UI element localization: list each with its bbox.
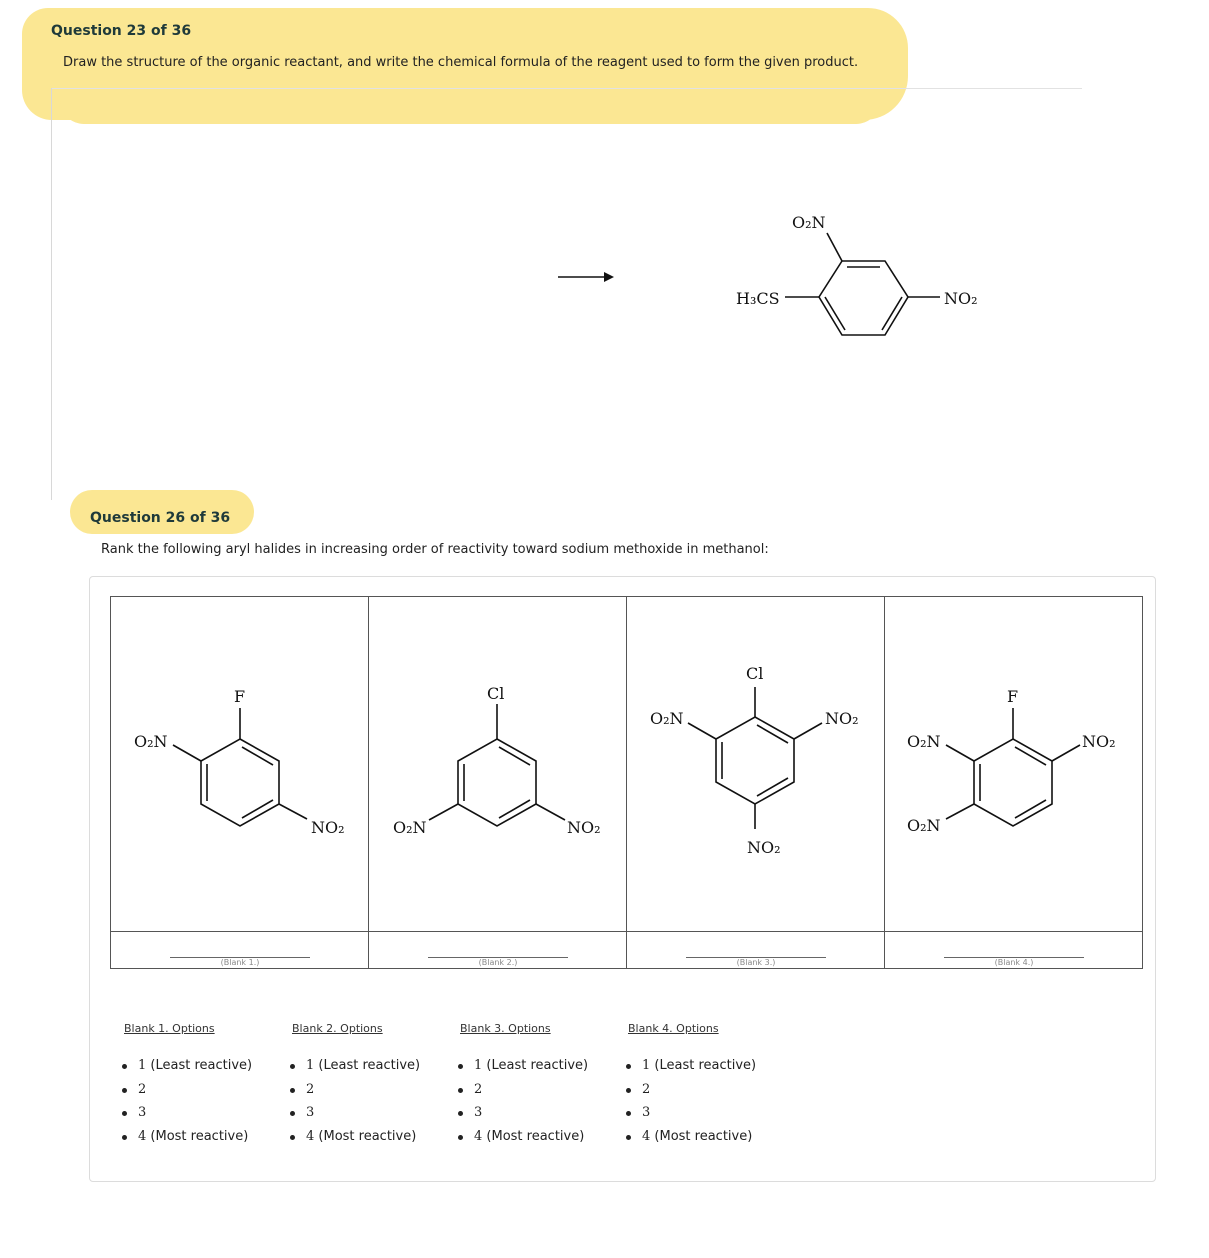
blank-3-options-title: Blank 3. Options: [460, 1022, 551, 1035]
blank-4-options-title: Blank 4. Options: [628, 1022, 719, 1035]
blank-2-option-3[interactable]: 3: [286, 1101, 420, 1125]
blank-2-option-2[interactable]: 2: [286, 1078, 420, 1102]
product-left-group: H₃CS: [736, 289, 780, 308]
compound-2-ring: [429, 704, 565, 826]
blank-2-options: [286, 1054, 420, 1148]
blank-2-options-title: Blank 2. Options: [292, 1022, 383, 1035]
compound-2-bottom-left-group: O₂N: [393, 818, 427, 837]
blank-1-options-title: Blank 1. Options: [124, 1022, 215, 1035]
compound-1-structure: [111, 597, 368, 931]
q23-frame-left: [51, 88, 52, 500]
blank-1-options: [118, 1054, 252, 1148]
q26-prompt: Rank the following aryl halides in increasing order of reactivity toward sodium methoxide in methanol:: [101, 542, 769, 557]
compound-4-halogen: F: [1007, 687, 1019, 706]
compound-4-right-group: NO₂: [1082, 732, 1116, 751]
product-right-group: NO₂: [944, 289, 978, 308]
compound-3-ring: [688, 687, 822, 829]
q23-reaction: [540, 200, 1020, 360]
q23-frame-top: [52, 88, 1082, 89]
blank-4-option-4[interactable]: 4 (Most reactive): [622, 1125, 756, 1149]
q23-highlight-tail: [60, 100, 880, 124]
blank-3-option-3[interactable]: 3: [454, 1101, 588, 1125]
blank-2-option-1[interactable]: 1 (Least reactive): [286, 1054, 420, 1078]
blank-3-options: [454, 1054, 588, 1148]
blank-label-1: (Blank 1.): [220, 958, 260, 967]
blank-label-2: (Blank 2.): [478, 958, 518, 967]
reaction-arrow: [558, 272, 614, 282]
compound-3-bottom-group: NO₂: [747, 838, 781, 857]
blank-4-options: [622, 1054, 756, 1148]
compound-2-structure: [369, 597, 626, 931]
product-top-group: O₂N: [792, 213, 826, 232]
blank-1-option-2[interactable]: 2: [118, 1078, 252, 1102]
compound-3-structure: [627, 597, 884, 931]
compound-3-left-group: O₂N: [650, 709, 684, 728]
blank-4-option-3[interactable]: 3: [622, 1101, 756, 1125]
blank-1-option-3[interactable]: 3: [118, 1101, 252, 1125]
product-ring: [785, 233, 940, 335]
compound-3-halogen: Cl: [746, 664, 764, 683]
compound-4-structure: [885, 597, 1142, 931]
blank-1-option-4[interactable]: 4 (Most reactive): [118, 1125, 252, 1149]
q23-title: Question 23 of 36: [51, 23, 192, 39]
q26-title: Question 26 of 36: [90, 510, 231, 526]
compound-2-bottom-right-group: NO₂: [567, 818, 601, 837]
compound-1-halogen: F: [234, 687, 246, 706]
q23-prompt: Draw the structure of the organic reactant, and write the chemical formula of the reagent used to form the given product.: [63, 55, 859, 70]
compound-3-right-group: NO₂: [825, 709, 859, 728]
compound-1-bottom-right-group: NO₂: [311, 818, 345, 837]
blank-4-option-1[interactable]: 1 (Least reactive): [622, 1054, 756, 1078]
blank-4-option-2[interactable]: 2: [622, 1078, 756, 1102]
blank-label-4: (Blank 4.): [994, 958, 1034, 967]
blank-label-3: (Blank 3.): [736, 958, 776, 967]
blank-3-option-1[interactable]: 1 (Least reactive): [454, 1054, 588, 1078]
compound-1-ring: [173, 708, 307, 826]
compound-4-ring: [946, 708, 1080, 826]
blank-3-option-2[interactable]: 2: [454, 1078, 588, 1102]
blank-1-option-1[interactable]: 1 (Least reactive): [118, 1054, 252, 1078]
compound-4-bottom-left-group: O₂N: [907, 816, 941, 835]
compound-2-halogen: Cl: [487, 684, 505, 703]
compound-1-left-group: O₂N: [134, 732, 168, 751]
blank-3-option-4[interactable]: 4 (Most reactive): [454, 1125, 588, 1149]
blank-2-option-4[interactable]: 4 (Most reactive): [286, 1125, 420, 1149]
compound-4-left-group: O₂N: [907, 732, 941, 751]
